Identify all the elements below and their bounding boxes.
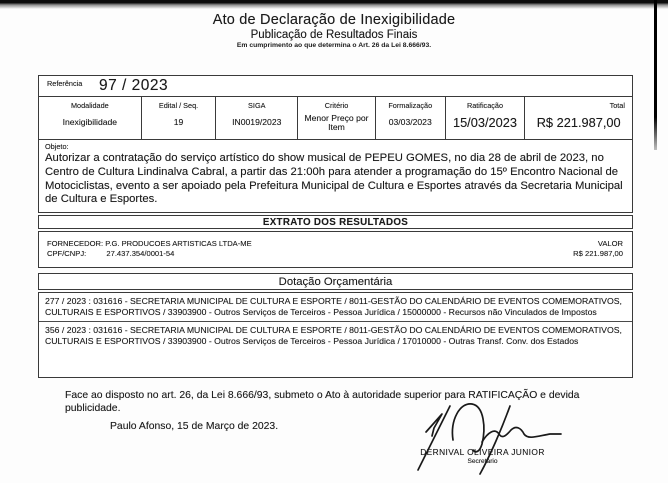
cnpj-value: 27.437.354/0001-54 xyxy=(106,249,175,258)
value-amount: R$ 221.987,00 xyxy=(573,249,623,258)
cnpj-label: CPF/CNPJ: xyxy=(47,249,87,258)
budget-entries-box xyxy=(38,292,633,378)
col-header: Formalização xyxy=(388,101,433,110)
signer-name: DERNIVAL OLIVEIRA JUNIOR xyxy=(420,447,545,457)
col-total xyxy=(524,97,632,139)
col-siga xyxy=(215,97,297,139)
col-value: 15/03/2023 xyxy=(452,115,518,131)
supplier-name: P.G. PRODUCOES ARTISTICAS LTDA-ME xyxy=(105,239,252,248)
object-text: Autorizar a contratação do serviço artístico do show musical de PEPEU GOMES, no dia 28 de abril de 2023, no Centro de Cultura Lindinalva Cabral, a partir das 21:00h para atender a programação do 15º Encontro Nacional de Motociclistas, evento a ser apoiado pela Prefeitura Municipal de Cultura e Esportes através da Secretaria Municipal de Cultura e Esportes. xyxy=(45,152,623,206)
cnpj-row xyxy=(47,249,174,258)
reference-box xyxy=(38,75,633,97)
col-value: 03/03/2023 xyxy=(388,117,432,128)
reference-label: Referência xyxy=(47,79,83,88)
col-value: Menor Preço por Item xyxy=(304,112,369,132)
col-modalidade xyxy=(39,97,141,139)
supplier-row xyxy=(47,239,252,248)
col-header: SIGA xyxy=(248,101,266,110)
col-edital-seq xyxy=(141,97,216,139)
document-legal-note: Em cumprimento ao que determina o Art. 26 da Lei 8.666/93. xyxy=(236,42,432,49)
document-title: Ato de Declaração de Inexigibilidade xyxy=(212,12,456,28)
document-subtitle: Publicação de Resultados Finais xyxy=(250,29,418,41)
col-header: Ratificação xyxy=(466,101,504,110)
col-value: IN0019/2023 xyxy=(232,117,282,128)
col-header: Critério xyxy=(324,101,349,110)
col-value: Inexigibilidade xyxy=(62,117,118,128)
scan-artifact-top-bar xyxy=(0,0,668,9)
results-title: EXTRATO DOS RESULTADOS xyxy=(262,216,409,228)
signer-role: Secretario xyxy=(467,458,498,465)
signature-scribble xyxy=(398,398,593,478)
document-header xyxy=(0,12,668,49)
budget-title: Dotação Orçamentária xyxy=(278,275,393,288)
col-header: Edital / Seq. xyxy=(158,101,199,110)
value-label: VALOR xyxy=(597,239,623,248)
supplier-label: FORNECEDOR: xyxy=(47,239,104,248)
col-value: 19 xyxy=(173,117,184,128)
col-criterio xyxy=(297,97,375,139)
col-header: Total xyxy=(609,101,625,110)
budget-entry: 356 / 2023 : 031616 - SECRETARIA MUNICIPAL DE CULTURA E ESPORTE / 8011-GESTÃO DO CALENDÁRIO DE EVENTOS COMEMORATIVOS, CULTURAIS E ESPORTIVOS / 33903900 - Outros Serviços de Terceiros - Pessoa Jurídica / 17010000 - Outras Transf. Conv. dos Estados xyxy=(39,321,632,350)
place-and-date: Paulo Afonso, 15 de Março de 2023. xyxy=(110,421,279,432)
object-box xyxy=(38,139,633,213)
col-formalizacao xyxy=(375,97,445,139)
col-value: R$ 221.987,00 xyxy=(536,115,621,131)
col-ratificacao xyxy=(445,97,525,139)
budget-entry: 277 / 2023 : 031616 - SECRETARIA MUNICIPAL DE CULTURA E ESPORTE / 8011-GESTÃO DO CALENDÁRIO DE EVENTOS COMEMORATIVOS, CULTURAIS E ESPORTIVOS / 33903900 - Outros Serviços de Terceiros - Pessoa Jurídica / 15000000 - Recursos não Vinculados de Impostos xyxy=(45,296,622,317)
signature-block xyxy=(390,447,575,465)
supplier-box xyxy=(38,231,633,268)
col-header: Modalidade xyxy=(70,101,109,110)
ratification-statement: Face ao disposto no art. 26, da Lei 8.666/93, submeto o Ato à autoridade superior para RATIFICAÇÃO e devida publicidade. xyxy=(65,390,580,414)
budget-title-band xyxy=(38,273,633,290)
object-label: Objeto: xyxy=(45,142,69,151)
summary-table xyxy=(38,96,633,140)
reference-value: 97 / 2023 xyxy=(99,77,169,94)
results-title-band xyxy=(38,215,633,229)
